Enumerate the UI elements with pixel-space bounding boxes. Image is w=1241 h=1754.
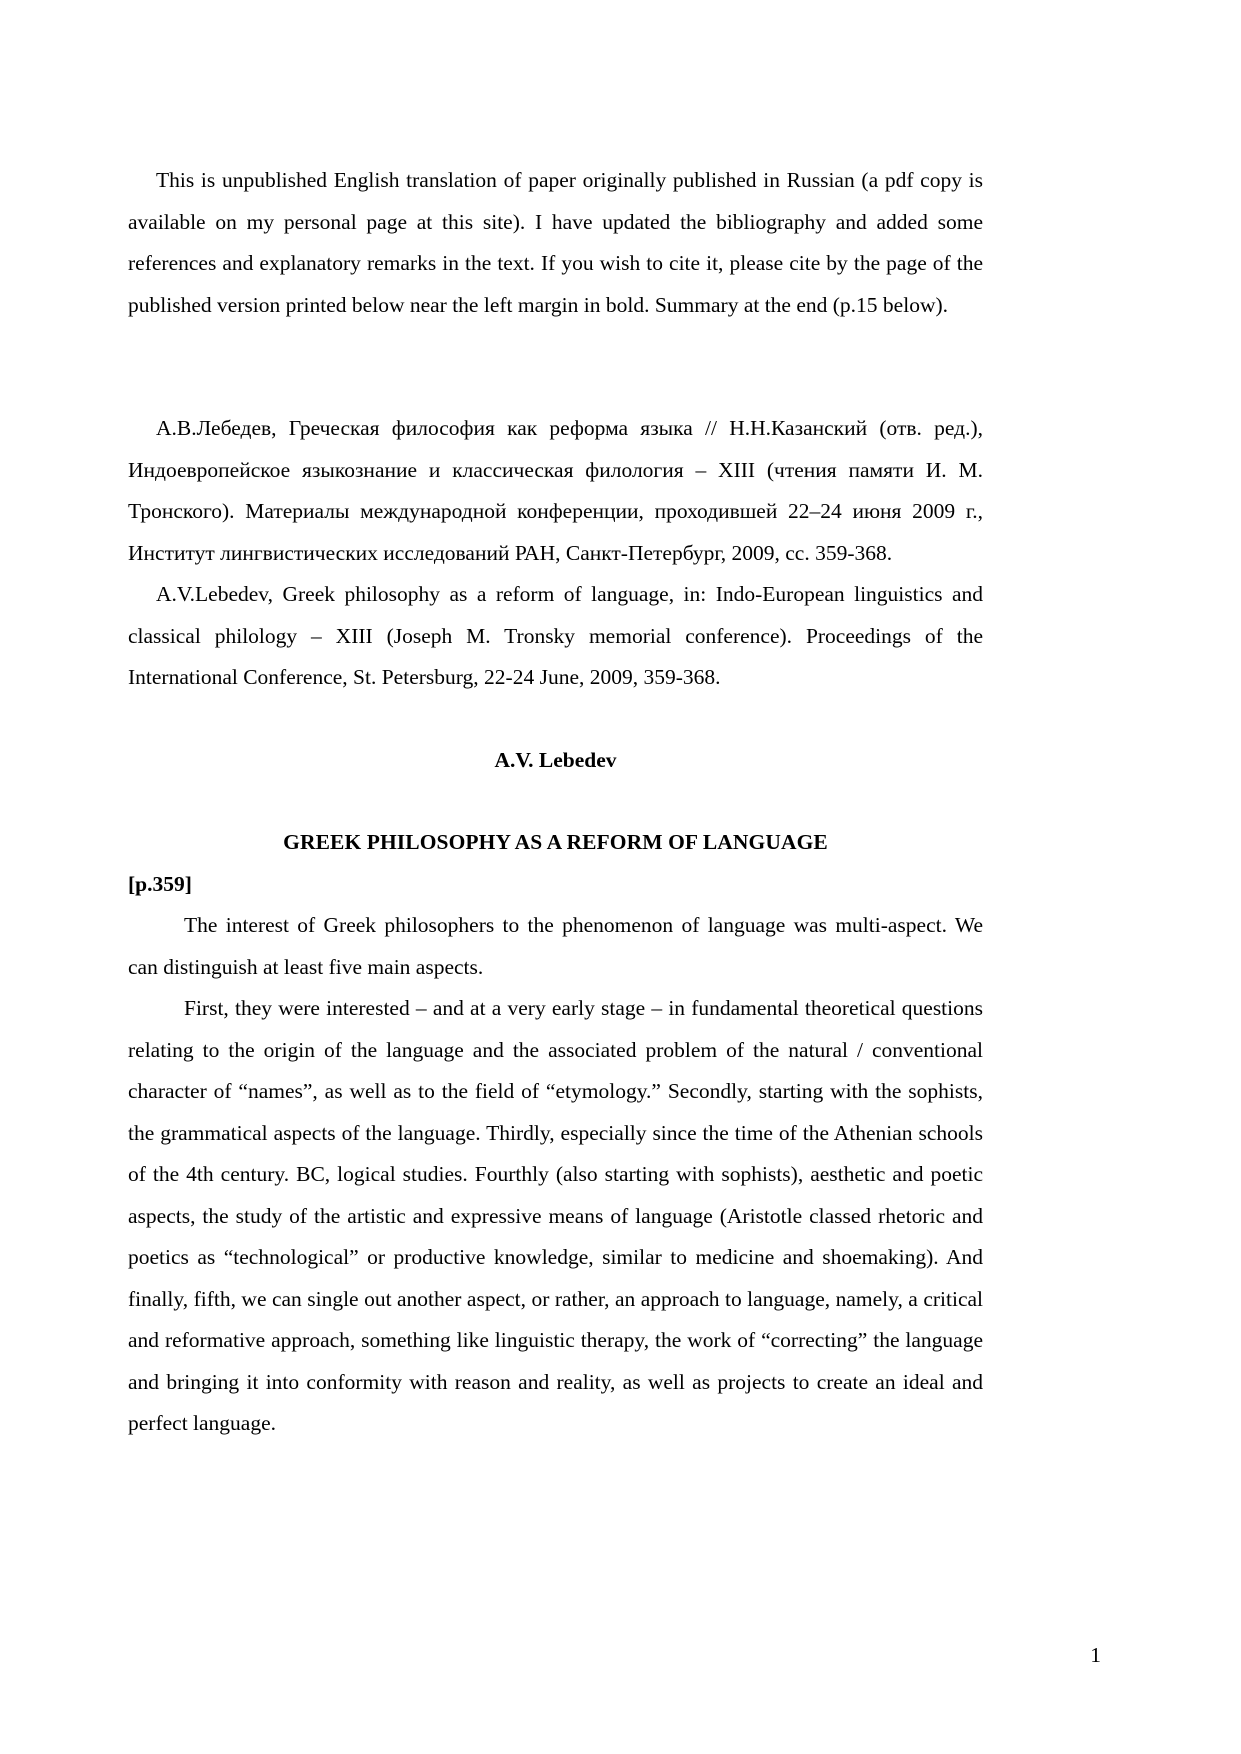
spacer-after-note	[128, 326, 983, 408]
translation-note-paragraph: This is unpublished English translation of paper originally published in Russian (a pdf copy is available on my personal page at this site). I have updated the bibliography and added some references and explanatory remarks in the text. If you wish to cite it, please cite by the page of the published version printed below near the left margin in bold. Summary at the end (p.15 below).	[128, 168, 983, 317]
page-title: GREEK PHILOSOPHY AS A REFORM OF LANGUAGE	[283, 830, 828, 854]
page-content	[128, 160, 983, 1445]
footer-page-number: 1	[1090, 1642, 1101, 1667]
spacer-before-author	[128, 699, 983, 740]
body-paragraph-1: The interest of Greek philosophers to the phenomenon of language was multi-aspect. We can distinguish at least five main aspects.	[128, 913, 983, 979]
body-paragraph-2: First, they were interested – and at a very early stage – in fundamental theoretical questions relating to the origin of the language and the associated problem of the natural / conventional character of “names”, as well as to the field of “etymology.” Secondly, starting with the sophists, the grammatical aspects of the language. Thirdly, especially since the time of the Athenian schools of the 4th century. BC, logical studies. Fourthly (also starting with sophists), aesthetic and poetic aspects, the study of the artistic and expressive means of language (Aristotle classed rhetoric and poetics as “technological” or productive knowledge, similar to medicine and shoemaking). And finally, fifth, we can single out another aspect, or rather, an approach to language, namely, a critical and reformative approach, something like linguistic therapy, the work of “correcting” the language and bringing it into conformity with reason and reality, as well as projects to create an ideal and perfect language.	[128, 996, 983, 1435]
printed-page-marker: [p.359]	[128, 871, 192, 896]
citation-russian: А.В.Лебедев, Греческая философия как реформа языка // Н.Н.Казанский (отв. ред.), Индоевропейское языкознание и классическая филология – XIII (чтения памяти И. М. Тронского). Материалы международной конференции, проходившей 22–24 июня 2009 г., Институт лингвистических исследований РАН, Санкт-Петербург, 2009, сс. 359-368.	[128, 416, 983, 565]
author-name: A.V. Lebedev	[494, 747, 617, 772]
citation-english: A.V.Lebedev, Greek philosophy as a reform of language, in: Indo-European linguistics and classical philology – XIII (Joseph M. Tronsky memorial conference). Proceedings of the International Conference, St. Petersburg, 22-24 June, 2009, 359-368.	[128, 582, 983, 689]
spacer-before-title	[128, 781, 983, 822]
